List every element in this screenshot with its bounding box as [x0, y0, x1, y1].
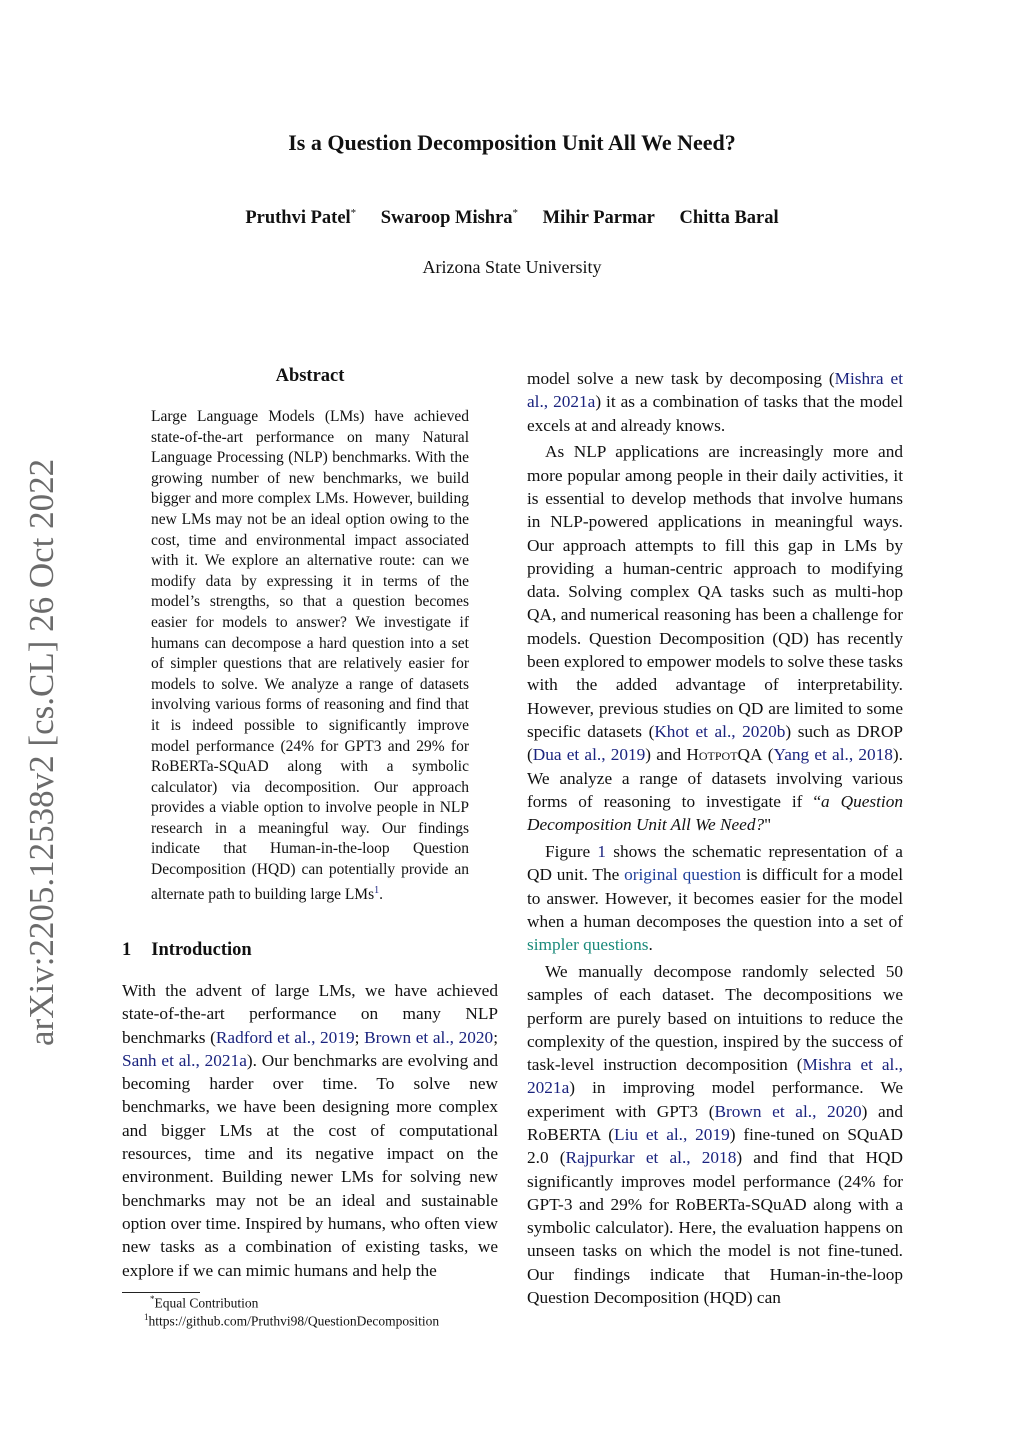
author-2: Swaroop Mishra*	[380, 207, 519, 229]
intro-paragraph-4: We manually decompose randomly selected 50 samples of each dataset. The decompositions we perform are purely based on intuitions to reduce the complexity of the question, inspired by the success of task-level instruction decomposition (Mishra et al., 2021a) in improving model performance. We experiment with GPT3 (Brown et al., 2020) and RoBERTA (Liu et al., 2019) fine-tuned on SQuAD 2.0 (Rajpurkar et al., 2018) and find that HQD significantly improves model performance (24% for GPT-3 and 29% for RoBERTa-SQuAD along with a symbolic calculator). Here, the evaluation happens on unseen tasks on which the model is not fine-tuned. Our findings indicate that Human-in-the-loop Question Decomposition (HQD) can	[527, 961, 904, 1308]
affiliation: Arizona State University	[422, 257, 602, 277]
citation-link[interactable]: Brown et al., 2020	[364, 1027, 494, 1047]
dataset-name: HotpotQA	[686, 745, 763, 765]
citation-link[interactable]: Dua et al., 2019	[532, 745, 646, 765]
arxiv-sidebar-stamp: arXiv:2205.12538v2 [cs.CL] 26 Oct 2022	[22, 458, 61, 1046]
author-3: Mihir Parmar	[542, 208, 655, 229]
author-1: Pruthvi Patel*	[245, 207, 357, 229]
footnote-github-url[interactable]: $^1$https://github.com/Pruthvi98/QuestionDecomposition	[144, 1312, 440, 1329]
abstract-body: Large Language Models (LMs) have achieved state-of-the-art performance on many Natural Language Processing (NLP) benchmarks. With the growing number of new benchmarks, we build bigger and more complex LMs. However, building new LMs may not be an ideal option owing to the cost, time and environmental impact associated with it. We explore an alternative route: can we modify data by expressing it in terms of the model’s strengths, so that a question becomes easier for models to answer? We investigate if humans can decompose a hard question into a set of simpler questions that are relatively easier for models to solve. We analyze a range of datasets involving various forms of reasoning and find that it is indeed possible to significantly improve model performance (24% for GPT3 and 29% for RoBERTa-SQuAD along with a symbolic calculator) via decomposition. Our approach provides a viable option to involve people in NLP research in a meaningful way. Our findings indicate that Human-in-the-loop Question Decomposition (HQD) can potentially provide an alternate path to building large LMs$^1$.	[151, 408, 469, 903]
intro-right-column	[527, 367, 903, 1313]
footnote-equal-contribution: *Equal Contribution	[150, 1294, 259, 1311]
section-heading-introduction: 1 Introduction	[122, 940, 252, 960]
citation-link[interactable]: Yang et al., 2018	[773, 745, 893, 765]
intro-paragraph-2: As NLP applications are increasingly more and more popular among people in their daily activities, it is essential to develop methods that involve humans in NLP-powered applications in meaningful ways. Our approach attempts to fill this gap in LMs by providing a human-centric approach to modifying data. Solving complex QA tasks such as multi-hop QA, and numerical reasoning has been a challenge for models. Question Decomposition (QD) has recently been explored to empower models to solve these tasks with the added advantage of interpretability. However, previous studies on QD are limited to some specific datasets (Khot et al., 2020b) such as DROP (Dua et al., 2019) and HotpotQA (Yang et al., 2018). We analyze a range of datasets involving various forms of reasoning to investigate if “a Question Decomposition Unit All We Need?"	[527, 442, 903, 835]
equal-contribution-mark: *	[512, 207, 519, 219]
intro-paragraph-continued: model solve a new task by decomposing (Mishra et al., 2021a) it as a combination of tasks that the model excels at and already knows.	[527, 369, 903, 435]
citation-link[interactable]: Rajpurkar et al., 2018	[565, 1148, 737, 1168]
citation-link[interactable]: Liu et al., 2019	[614, 1125, 730, 1144]
figure-link[interactable]: 1	[597, 841, 607, 861]
citation-link[interactable]: Mishra et al., 2021a	[527, 1055, 903, 1098]
abstract-heading: Abstract	[275, 366, 345, 386]
citation-link[interactable]: Brown et al., 2020	[714, 1101, 862, 1121]
author-list	[0, 207, 1024, 229]
equal-contribution-mark: *	[350, 207, 357, 219]
citation-link[interactable]: Khot et al., 2020b	[654, 721, 786, 741]
highlight-simpler-questions: simpler questions	[527, 935, 649, 955]
intro-paragraph-3: Figure 1 shows the schematic representation of a QD unit. The original question is difficult for a model to answer. However, it becomes easier for the model when a human decomposes the question into a set of simpler questions.	[527, 841, 904, 955]
highlight-original-question: original question	[624, 865, 742, 885]
citation-link[interactable]: Sanh et al., 2021a	[122, 1050, 247, 1070]
intro-left-column	[122, 979, 498, 1282]
author-4: Chitta Baral	[679, 208, 779, 229]
intro-paragraph-1: With the advent of large LMs, we have achieved state-of-the-art performance on many NLP benchmarks (Radford et al., 2019; Brown et al., 2020; Sanh et al., 2021a). Our benchmarks are evolving and becoming harder over time. To solve new benchmarks, we have been designing more complex and bigger LMs at the cost of computational resources, time and its negative impact on the environment. Building newer LMs for solving new benchmarks may not be an ideal and sustainable option over time. Inspired by humans, who often view new tasks as a combination of existing tasks, we explore if we can mimic humans and help the	[122, 981, 498, 1280]
citation-link[interactable]: Mishra et al., 2021a	[527, 369, 903, 412]
citation-link[interactable]: Radford et al., 2019	[215, 1027, 355, 1047]
footnote-divider	[122, 1292, 200, 1293]
paper-title: Is a Question Decomposition Unit All We Need?	[288, 130, 736, 155]
footnote-link-1[interactable]: 1	[374, 884, 380, 896]
